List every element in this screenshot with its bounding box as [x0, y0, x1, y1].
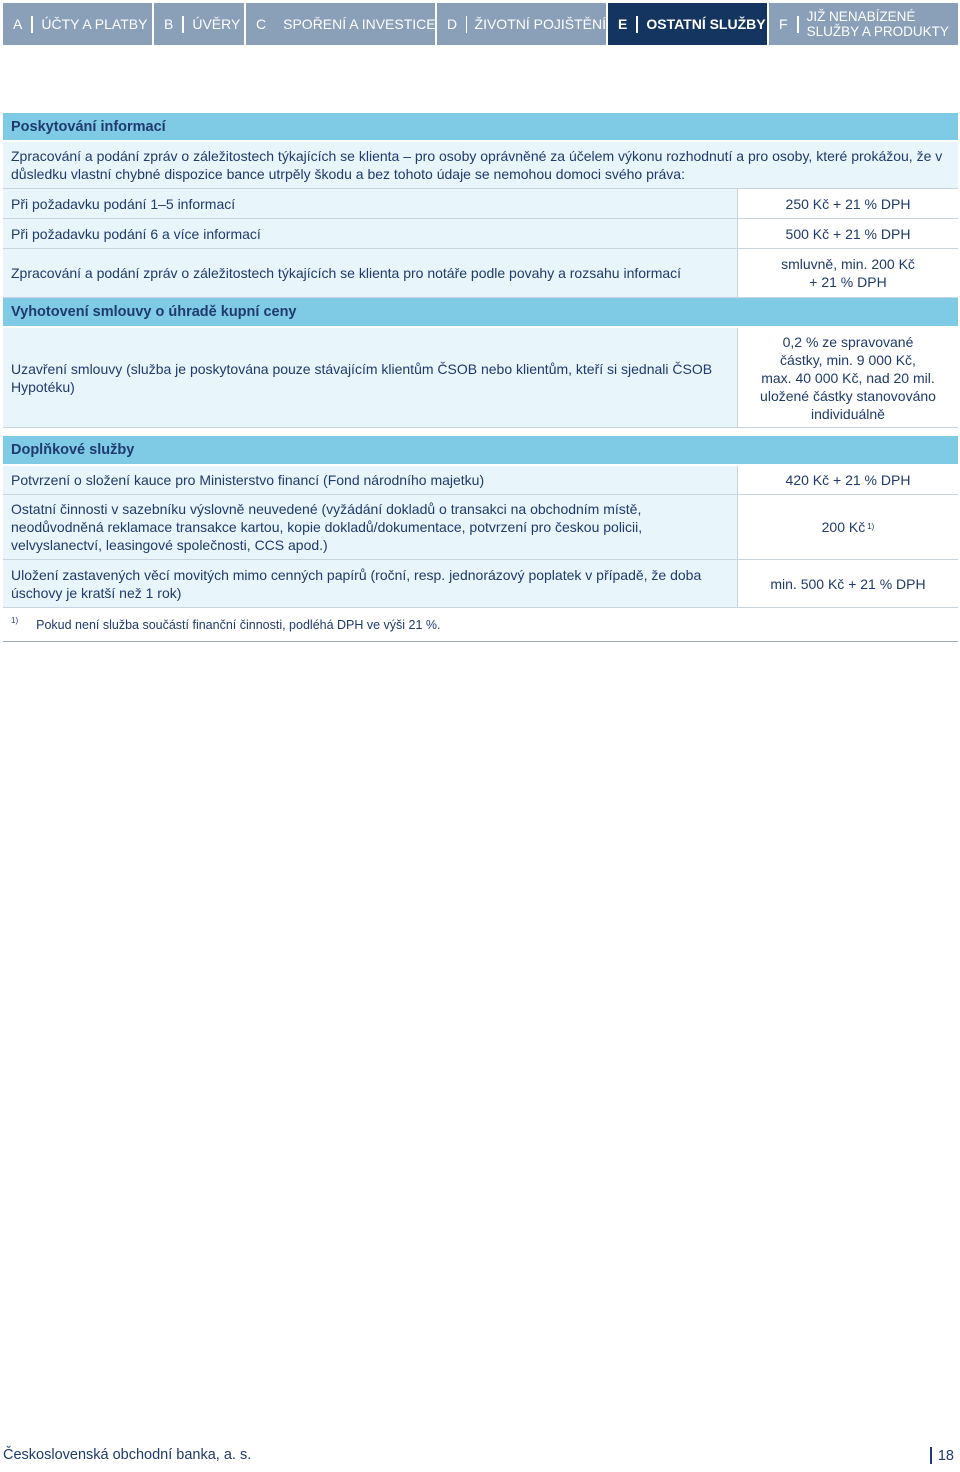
section-title: Vyhotovení smlouvy o úhradě kupní ceny	[11, 304, 297, 320]
tab-ostatni-sluzby[interactable]	[608, 3, 769, 45]
tab-label: ŽIVOTNÍ POJIŠTĚNÍ	[474, 16, 606, 32]
row-description: Uzavření smlouvy (služba je poskytována pouze stávajícím klientům ČSOB nebo klientům, kteří si sjednali ČSOB Hypotéku)	[11, 360, 713, 395]
row-description: Potvrzení o složení kauce pro Ministerstvo financí (Fond národního majetku)	[11, 472, 485, 488]
price-line: 0,2 % ze spravované	[782, 333, 914, 350]
section-title: Poskytování informací	[11, 118, 166, 135]
row-price: min. 500 Kč + 21 % DPH	[737, 560, 958, 607]
tab-letter: A	[13, 16, 23, 32]
table-row	[3, 466, 958, 495]
price-line: individuálně	[811, 405, 885, 422]
tab-separator	[797, 16, 799, 33]
tab-separator	[182, 16, 184, 33]
tab-sporeni-a-investice[interactable]	[246, 3, 437, 45]
row-description: Při požadavku podání 1–5 informací	[11, 195, 236, 212]
tab-letter: C	[256, 16, 267, 32]
price-line: uložené částky stanovováno	[760, 387, 936, 404]
footer-company: Československá obchodní banka, a. s.	[3, 1447, 252, 1463]
price-line: + 21 % DPH	[809, 274, 887, 290]
row-description: Uložení zastavených věcí movitých mimo cenných papírů (roční, resp. jednorázový poplatek v případě, že doba úschovy je kratší než 1 rok)	[11, 566, 702, 601]
row-price	[737, 328, 958, 427]
tab-label	[807, 9, 949, 39]
tab-jiz-nenabizene-sluzby[interactable]	[769, 3, 958, 45]
tab-label: ÚČTY A PLATBY	[41, 16, 148, 32]
row-description: Zpracování a podání zpráv o záležitostech týkajících se klienta pro notáře podle povahy a rozsahu informací	[11, 265, 682, 281]
price-line: max. 40 000 Kč, nad 20 mil.	[761, 369, 935, 386]
table-row	[3, 219, 958, 249]
page-number	[930, 1447, 954, 1464]
price-value: 200 Kč	[821, 519, 866, 535]
tab-label-line2: SLUŽBY A PRODUKTY	[806, 24, 949, 39]
row-price: 250 Kč + 21 % DPH	[737, 189, 958, 218]
fee-table	[3, 113, 958, 642]
price-line: částky, min. 9 000 Kč,	[780, 351, 916, 368]
tab-zivotni-pojisteni[interactable]	[437, 3, 608, 45]
page-number-divider	[930, 1447, 932, 1464]
row-price: 200 Kč 1)	[737, 495, 958, 559]
tab-separator	[31, 16, 33, 33]
section-nav	[3, 3, 958, 45]
section-header	[3, 436, 958, 466]
tab-label-line1: JIŽ NENABÍZENÉ	[806, 9, 916, 24]
row-description: Ostatní činnosti v sazebníku výslovně neuvedené (vyžádání dokladů o transakci na obchodním místě, neodůvodněná reklamace transakce kartou, kopie dokladů/dokumentace, potvrzení pro českou policii, velvyslanectví, leasingové společnosti, CCS apod.)	[11, 501, 643, 553]
table-row	[3, 328, 958, 428]
tab-label: OSTATNÍ SLUŽBY	[646, 16, 766, 32]
row-description: Při požadavku podání 6 a více informací	[11, 225, 261, 242]
page-number-value: 18	[937, 1447, 954, 1464]
footnote-text: Pokud není služba součástí finanční činnosti, podléhá DPH ve výši 21 %.	[36, 617, 441, 632]
price-line: smluvně, min. 200 Kč	[781, 256, 915, 272]
section-header	[3, 298, 958, 328]
tab-letter: F	[779, 16, 788, 32]
section-title: Doplňkové služby	[11, 442, 135, 458]
row-price: 500 Kč + 21 % DPH	[737, 219, 958, 248]
section-header	[3, 113, 958, 142]
table-row	[3, 189, 958, 219]
tab-ucty-a-platby[interactable]	[3, 3, 154, 45]
table-row	[3, 249, 958, 298]
row-price	[737, 249, 958, 297]
tab-letter: B	[164, 16, 174, 32]
tab-letter: D	[447, 16, 458, 32]
footnote	[3, 608, 958, 642]
tab-label: SPOŘENÍ A INVESTICE	[283, 16, 436, 32]
table-row	[3, 560, 958, 608]
footnote-mark: 1)	[11, 616, 19, 625]
tab-label: ÚVĚRY	[192, 16, 241, 32]
row-price: 420 Kč + 21 % DPH	[737, 466, 958, 494]
table-row	[3, 495, 958, 560]
table-row	[3, 142, 958, 189]
tab-letter: E	[618, 16, 628, 32]
tab-separator	[636, 16, 638, 33]
tab-uvery[interactable]	[154, 3, 246, 45]
row-description: Zpracování a podání zpráv o záležitostech týkajících se klienta – pro osoby oprávněné za účelem výkonu rozhodnutí a pro osoby, které prokážou, že v důsledku vlastní chybné dispozice bance utrpěly škodu a bez tohoto údaje se nemohou domoci svého práva:	[11, 148, 943, 182]
